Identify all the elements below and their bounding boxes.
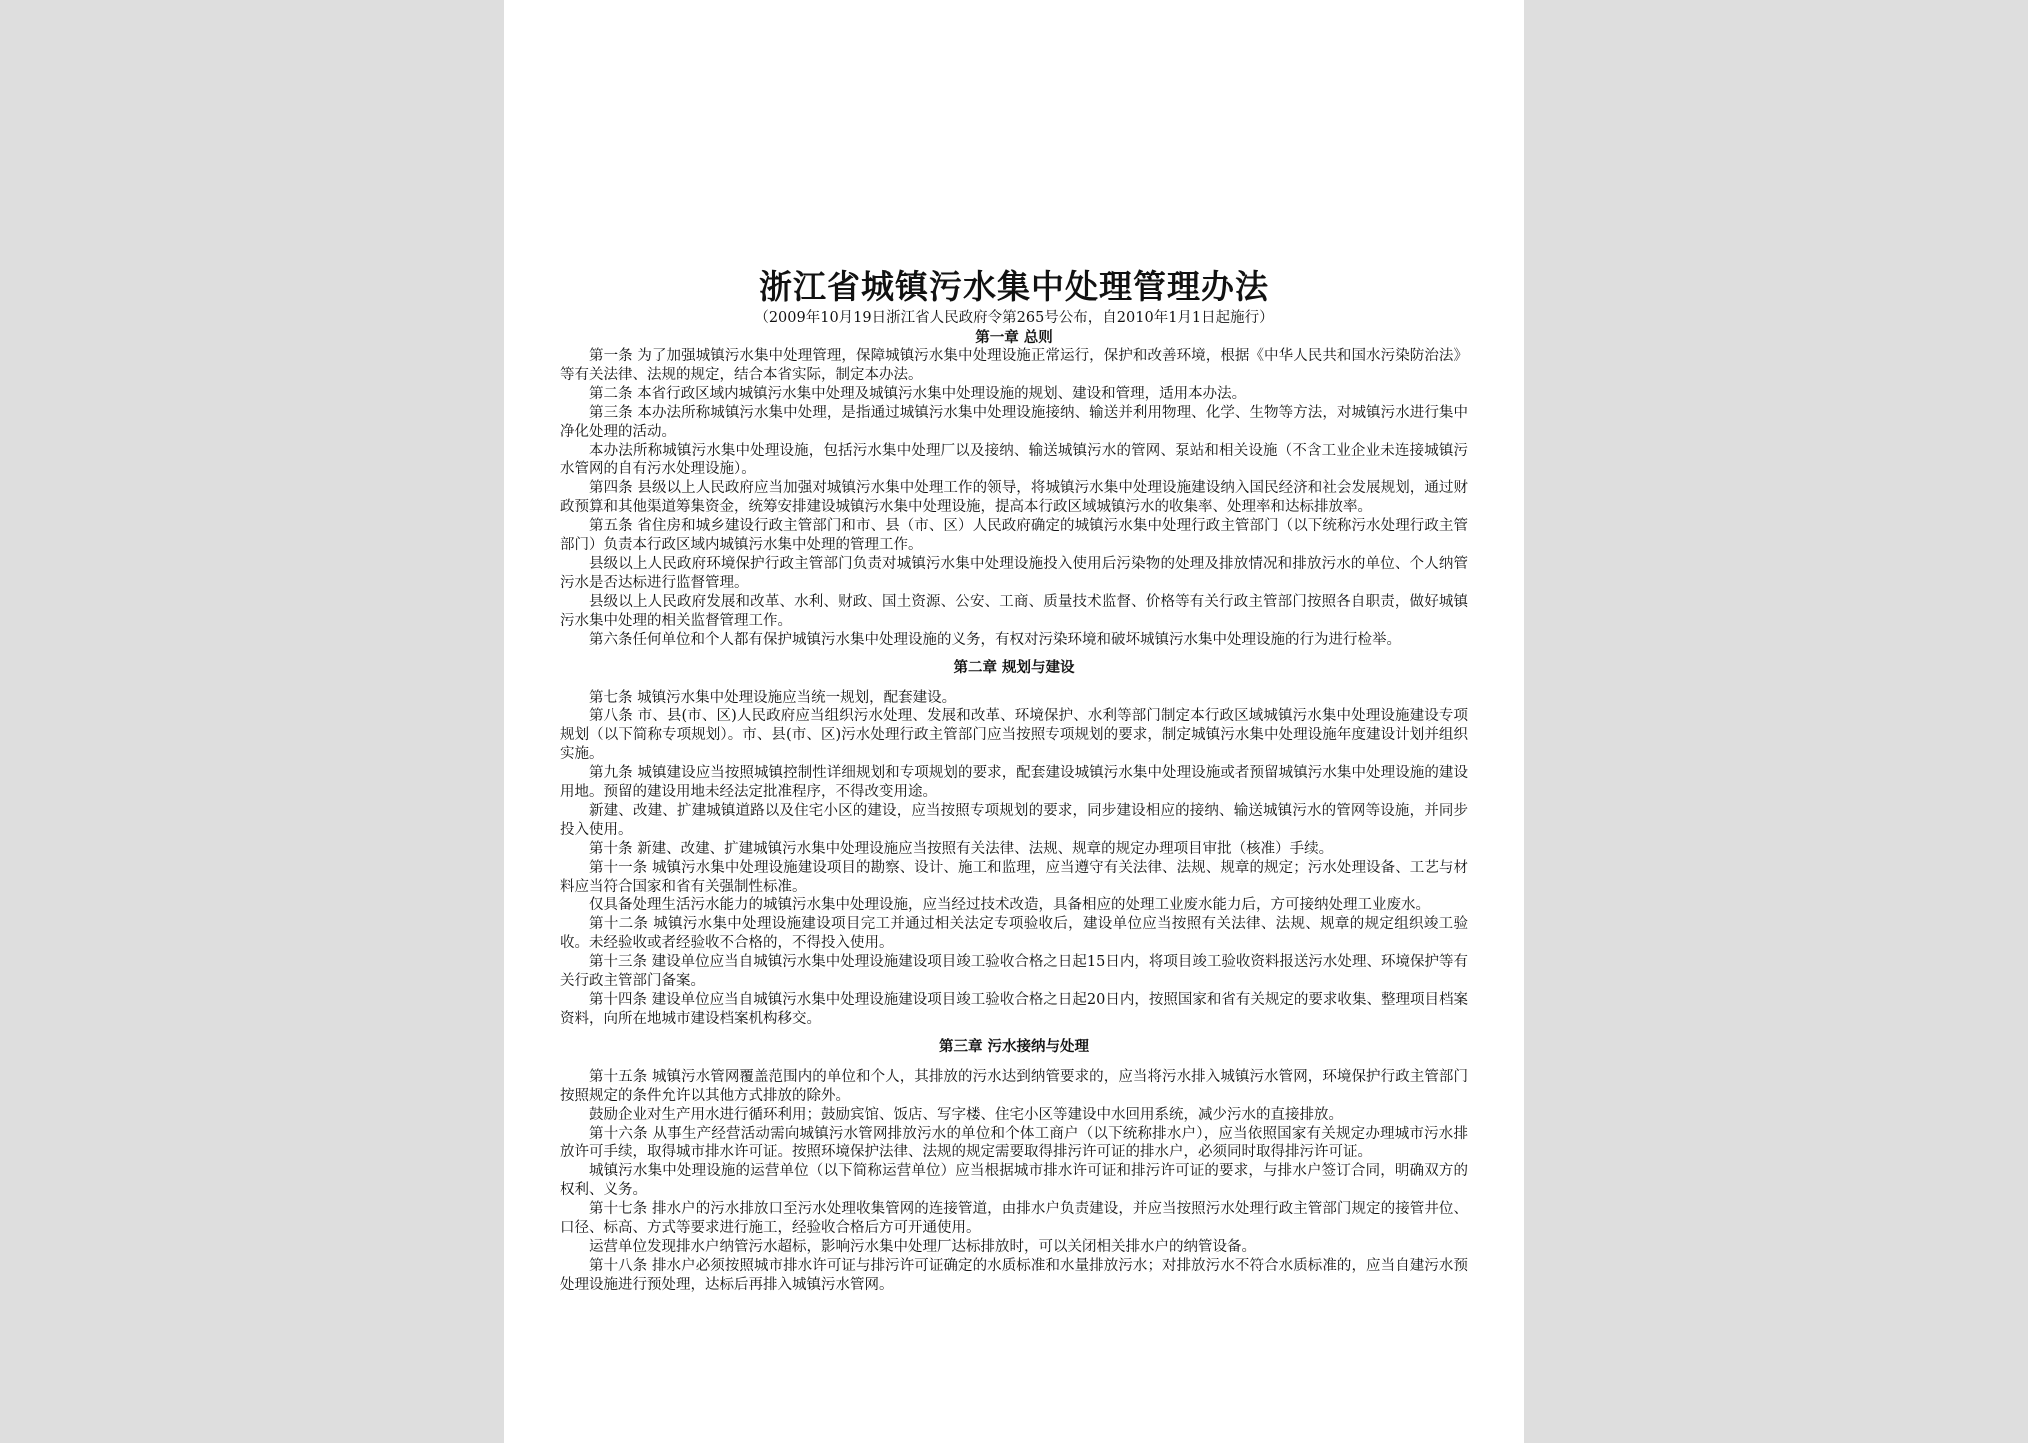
chapter-heading-1: 第一章 总则 xyxy=(975,329,1053,346)
paragraph: 第二条 本省行政区域内城镇污水集中处理及城镇污水集中处理设施的规划、建设和管理，适用本办法。 xyxy=(589,385,1247,402)
document-page xyxy=(504,0,1524,1443)
paragraph: 第十二条 城镇污水集中处理设施建设项目完工并通过相关法定专项验收后，建设单位应当按照有关法律、法规、规章的规定组织竣工验收。未经验收或者经验收不合格的，不得投入使用。 xyxy=(560,916,1468,952)
paragraph: 第十八条 排水户必须按照城市排水许可证与排污许可证确定的水质标准和水量排放污水；对排放污水不符合水质标准的，应当自建污水预处理设施进行预处理，达标后再排入城镇污水管网。 xyxy=(560,1257,1468,1293)
paragraph: 第六条任何单位和个人都有保护城镇污水集中处理设施的义务，有权对污染环境和破坏城镇污水集中处理设施的行为进行检举。 xyxy=(589,631,1401,648)
paragraph: 第十四条 建设单位应当自城镇污水集中处理设施建设项目竣工验收合格之日起20日内，按照国家和省有关规定的要求收集、整理项目档案资料，向所在地城市建设档案机构移交。 xyxy=(560,992,1468,1027)
chapter-heading-3: 第三章 污水接纳与处理 xyxy=(938,1037,1090,1055)
paragraph: 第十三条 建设单位应当自城镇污水集中处理设施建设项目竣工验收合格之日起15日内，将项目竣工验收资料报送污水处理、环境保护等有关行政主管部门备案。 xyxy=(560,954,1468,990)
paragraph: 第九条 城镇建设应当按照城镇控制性详细规划和专项规划的要求，配套建设城镇污水集中处理设施或者预留城镇污水集中处理设施的建设用地。预留的建设用地未经法定批准程序，不得改变用途。 xyxy=(560,765,1468,801)
paragraph: 第十条 新建、改建、扩建城镇污水集中处理设施应当按照有关法律、法规、规章的规定办理项目审批（核准）手续。 xyxy=(589,840,1334,857)
paragraph: 运营单位发现排水户纳管污水超标，影响污水集中处理厂达标排放时，可以关闭相关排水户的纳管设备。 xyxy=(589,1238,1256,1255)
paragraph: 新建、改建、扩建城镇道路以及住宅小区的建设，应当按照专项规划的要求，同步建设相应的接纳、输送城镇污水的管网等设施，并同步投入使用。 xyxy=(560,802,1468,838)
paragraph: 第三条 本办法所称城镇污水集中处理，是指通过城镇污水集中处理设施接纳、输送并利用物理、化学、生物等方法，对城镇污水进行集中净化处理的活动。 xyxy=(560,404,1468,440)
document-subtitle: （2009年10月19日浙江省人民政府令第265号公布，自2010年1月1日起施行） xyxy=(754,310,1274,326)
paragraph: 第五条 省住房和城乡建设行政主管部门和市、县（市、区）人民政府确定的城镇污水集中处理行政主管部门（以下统称污水处理行政主管部门）负责本行政区域内城镇污水集中处理的管理工作。 xyxy=(560,518,1468,554)
paragraph: 第十七条 排水户的污水排放口至污水处理收集管网的连接管道，由排水户负责建设，并应当按照污水处理行政主管部门规定的接管井位、口径、标高、方式等要求进行施工，经验收合格后方可开通使用。 xyxy=(560,1201,1468,1237)
paragraph: 鼓励企业对生产用水进行循环利用；鼓励宾馆、饭店、写字楼、住宅小区等建设中水回用系统，减少污水的直接排放。 xyxy=(589,1106,1343,1123)
paragraph: 第十六条 从事生产经营活动需向城镇污水管网排放污水的单位和个体工商户（以下统称排水户），应当依照国家有关规定办理城市污水排放许可手续，取得城市排水许可证。按照环境保护法律、法规的规定需要取得排污许可证的排水户，必须同时取得排污许可证。 xyxy=(560,1125,1468,1161)
document-body xyxy=(560,266,1468,1295)
paragraph: 仅具备处理生活污水能力的城镇污水集中处理设施，应当经过技术改造，具备相应的处理工业废水能力后，方可接纳处理工业废水。 xyxy=(589,897,1430,914)
paragraph: 第十五条 城镇污水管网覆盖范围内的单位和个人，其排放的污水达到纳管要求的，应当将污水排入城镇污水管网，环境保护行政主管部门按照规定的条件允许以其他方式排放的除外。 xyxy=(560,1068,1468,1104)
paragraph: 县级以上人民政府环境保护行政主管部门负责对城镇污水集中处理设施投入使用后污染物的处理及排放情况和排放污水的单位、个人纳管污水是否达标进行监督管理。 xyxy=(560,555,1468,591)
paragraph: 第一条 为了加强城镇污水集中处理管理，保障城镇污水集中处理设施正常运行，保护和改善环境，根据《中华人民共和国水污染防治法》等有关法律、法规的规定，结合本省实际，制定本办法。 xyxy=(560,348,1468,383)
paragraph: 城镇污水集中处理设施的运营单位（以下简称运营单位）应当根据城市排水许可证和排污许可证的要求，与排水户签订合同，明确双方的权利、义务。 xyxy=(560,1163,1468,1199)
chapter-heading-2: 第二章 规划与建设 xyxy=(953,658,1075,676)
document-title: 浙江省城镇污水集中处理管理办法 xyxy=(759,267,1269,306)
paragraph: 第四条 县级以上人民政府应当加强对城镇污水集中处理工作的领导，将城镇污水集中处理设施建设纳入国民经济和社会发展规划，通过财政预算和其他渠道筹集资金，统筹安排建设城镇污水集中处理设施，提高本行政区域城镇污水的收集率、处理率和达标排放率。 xyxy=(560,480,1468,516)
paragraph: 第十一条 城镇污水集中处理设施建设项目的勘察、设计、施工和监理，应当遵守有关法律、法规、规章的规定；污水处理设备、工艺与材料应当符合国家和省有关强制性标准。 xyxy=(560,859,1468,895)
paragraph: 第八条 市、县(市、区)人民政府应当组织污水处理、发展和改革、环境保护、水利等部门制定本行政区域城镇污水集中处理设施建设专项规划（以下简称专项规划）。市、县(市、区)污水处理行政主管部门应当按照专项规划的要求，制定城镇污水集中处理设施年度建设计划并组织实施。 xyxy=(560,708,1468,763)
paragraph: 县级以上人民政府发展和改革、水利、财政、国土资源、公安、工商、质量技术监督、价格等有关行政主管部门按照各自职责，做好城镇污水集中处理的相关监督管理工作。 xyxy=(560,593,1468,629)
paragraph: 第七条 城镇污水集中处理设施应当统一规划，配套建设。 xyxy=(589,689,957,706)
paragraph: 本办法所称城镇污水集中处理设施，包括污水集中处理厂以及接纳、输送城镇污水的管网、泵站和相关设施（不含工业企业未连接城镇污水管网的自有污水处理设施）。 xyxy=(560,442,1468,478)
